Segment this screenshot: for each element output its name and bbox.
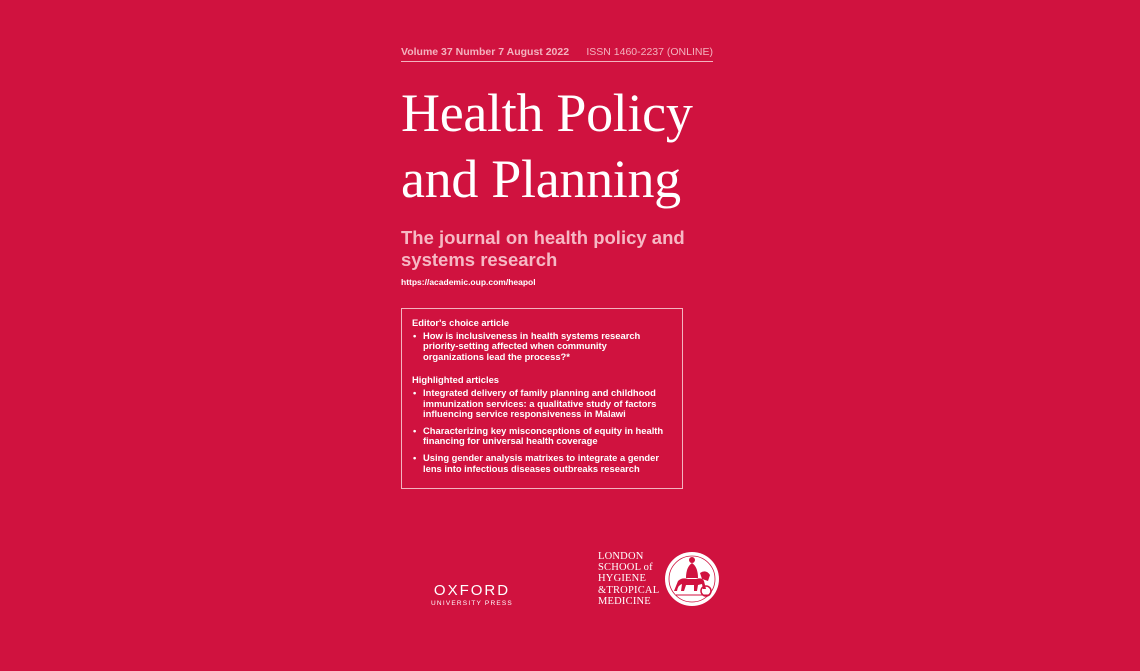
highlighted-heading: Highlighted articles [412, 374, 499, 386]
lshtm-line: MEDICINE [598, 595, 651, 607]
contents-box [401, 308, 683, 489]
bullet-icon: • [413, 329, 417, 341]
article-line: priority-setting affected when community [423, 340, 607, 352]
header-divider [401, 61, 713, 62]
volume-label: Volume 37 Number 7 August 2022 [401, 46, 570, 58]
highlighted-list [412, 388, 672, 474]
lshtm-line: LONDON [598, 551, 644, 562]
list-item [412, 453, 672, 474]
issn-label: ISSN 1460-2237 (ONLINE) [586, 46, 713, 58]
article-line: immunization services: a qualitative study of factors [423, 397, 657, 409]
journal-subtitle [401, 227, 713, 271]
lshtm-line: HYGIENE [598, 573, 647, 585]
editors-choice-heading: Editor's choice article [412, 317, 510, 328]
publisher-name: OXFORD [433, 582, 511, 599]
article-line: financing for universal health coverage [423, 435, 598, 447]
journal-title-line-1: Health Policy [401, 83, 693, 143]
issue-info [401, 46, 713, 58]
article-line: Integrated delivery of family planning and childhood [423, 386, 656, 398]
article-line: How is inclusiveness in health systems research [423, 329, 641, 341]
journal-url-link[interactable]: https://academic.oup.com/heapol [401, 277, 536, 287]
list-item [412, 426, 672, 447]
editors-choice-list [412, 331, 672, 363]
subtitle-line-1: The journal on health policy and [401, 227, 685, 248]
oxford-university-press-logo [426, 583, 518, 609]
list-item [412, 388, 672, 420]
article-line: Characterizing key misconceptions of equity in health [423, 424, 664, 436]
bullet-icon: • [413, 424, 417, 436]
article-line: Using gender analysis matrixes to integrate a gender [423, 451, 660, 463]
article-line: organizations lead the process?* [423, 350, 570, 362]
subtitle-line-2: systems research [401, 249, 558, 270]
article-line: influencing service responsiveness in Malawi [423, 408, 626, 420]
list-item [412, 331, 672, 363]
lshtm-wordmark [598, 551, 659, 607]
lshtm-logo [598, 551, 728, 609]
journal-title [401, 80, 731, 212]
article-line: lens into infectious diseases outbreaks research [423, 462, 640, 474]
lshtm-line: &TROPICAL [598, 584, 660, 596]
lshtm-crest-icon [664, 551, 720, 607]
journal-title-line-2: and Planning [401, 149, 681, 209]
bullet-icon: • [413, 451, 417, 463]
publisher-subname: UNIVERSITY PRESS [431, 600, 513, 607]
bullet-icon: • [413, 386, 417, 398]
lshtm-line: SCHOOL of [598, 562, 653, 574]
